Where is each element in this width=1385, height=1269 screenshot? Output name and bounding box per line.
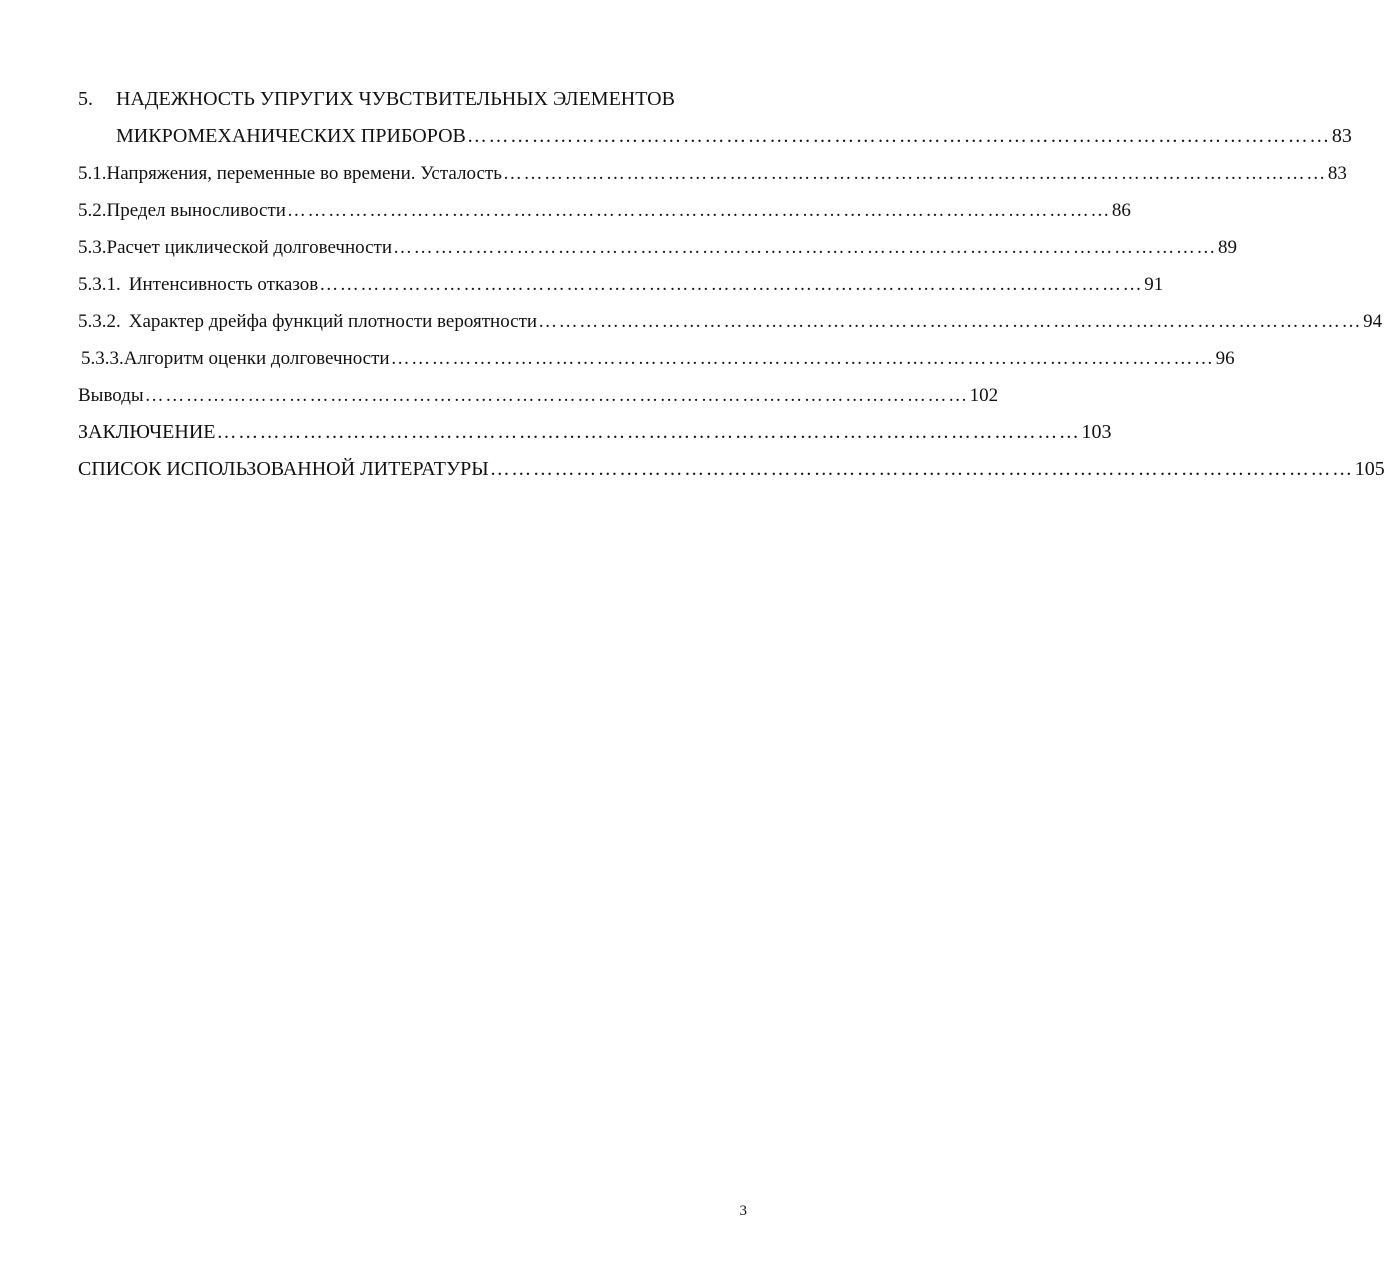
toc-entry-title: Интенсивность отказов bbox=[128, 274, 319, 295]
toc-entry-title: НАДЕЖНОСТЬ УПРУГИХ ЧУВСТВИТЕЛЬНЫХ ЭЛЕМЕНТОВ bbox=[116, 88, 675, 110]
toc-entry-chapter-5 bbox=[78, 80, 744, 118]
toc-entry-5-3 bbox=[78, 229, 1238, 266]
toc-entry-number: 5.3. bbox=[78, 237, 107, 258]
toc-entry-conclusions bbox=[78, 377, 999, 414]
toc-entry-page: 91 bbox=[1144, 274, 1164, 295]
toc-entry-page: 103 bbox=[1081, 421, 1112, 443]
table-of-contents bbox=[78, 80, 1385, 488]
toc-entry-5-1 bbox=[78, 155, 1347, 192]
toc-entry-title: Алгоритм оценки долговечности bbox=[123, 348, 390, 369]
toc-entry-5-3-1 bbox=[78, 266, 1164, 303]
toc-entry-conclusion-chapter bbox=[78, 414, 1112, 451]
toc-dot-leader: ………………………………………………………………………………………………………… bbox=[393, 237, 1218, 258]
toc-entry-title: МИКРОМЕХАНИЧЕСКИХ ПРИБОРОВ bbox=[116, 125, 466, 147]
toc-entry-page: 89 bbox=[1218, 237, 1238, 258]
toc-entry-title: СПИСОК ИСПОЛЬЗОВАННОЙ ЛИТЕРАТУРЫ bbox=[78, 458, 489, 480]
toc-entry-page: 83 bbox=[1331, 125, 1352, 147]
toc-dot-leader: ………………………………………………………………………………………………………… bbox=[286, 200, 1111, 221]
toc-dot-leader: ………………………………………………………………………………………………………… bbox=[390, 348, 1215, 369]
toc-entry-page: 96 bbox=[1215, 348, 1235, 369]
toc-entry-title: Напряжения, переменные во времени. Усталость bbox=[106, 163, 502, 184]
toc-entry-number: 5.1. bbox=[78, 163, 107, 184]
toc-entry-5-3-3 bbox=[78, 340, 1235, 377]
toc-entry-5-3-2 bbox=[78, 303, 1383, 340]
toc-entry-title: ЗАКЛЮЧЕНИЕ bbox=[78, 421, 216, 443]
toc-entry-page: 83 bbox=[1327, 163, 1347, 184]
toc-entry-page: 105 bbox=[1354, 458, 1385, 480]
toc-entry-number: 5. bbox=[78, 88, 93, 110]
toc-dot-leader: ………………………………………………………………………………………………………… bbox=[466, 125, 1331, 147]
toc-entry-number: 5.2. bbox=[78, 200, 107, 221]
toc-entry-number: 5.3.2. bbox=[78, 311, 121, 332]
toc-entry-5-2 bbox=[78, 192, 1131, 229]
toc-entry-chapter-5-continued bbox=[78, 118, 1352, 155]
toc-entry-number: 5.3.3. bbox=[81, 348, 124, 369]
toc-dot-leader: ………………………………………………………………………………………………………… bbox=[502, 163, 1327, 184]
toc-entry-page: 86 bbox=[1111, 200, 1131, 221]
toc-dot-leader: ………………………………………………………………………………………………………… bbox=[319, 274, 1144, 295]
toc-dot-leader: ………………………………………………………………………………………………………… bbox=[144, 385, 969, 406]
toc-entry-page: 94 bbox=[1363, 311, 1383, 332]
toc-entry-page: 102 bbox=[969, 385, 999, 406]
toc-dot-leader: ………………………………………………………………………………………………………… bbox=[538, 311, 1363, 332]
toc-entry-title: Характер дрейфа функций плотности вероятности bbox=[128, 311, 538, 332]
toc-dot-leader: ………………………………………………………………………………………………………… bbox=[489, 458, 1354, 480]
toc-entry-title: Расчет циклической долговечности bbox=[106, 237, 393, 258]
toc-entry-references bbox=[78, 451, 1385, 488]
page-number: 3 bbox=[739, 1203, 747, 1219]
toc-entry-title: Выводы bbox=[78, 385, 144, 406]
toc-entry-number: 5.3.1. bbox=[78, 274, 121, 295]
toc-dot-leader: ………………………………………………………………………………………………………… bbox=[216, 421, 1081, 443]
toc-entry-title: Предел выносливости bbox=[106, 200, 286, 221]
